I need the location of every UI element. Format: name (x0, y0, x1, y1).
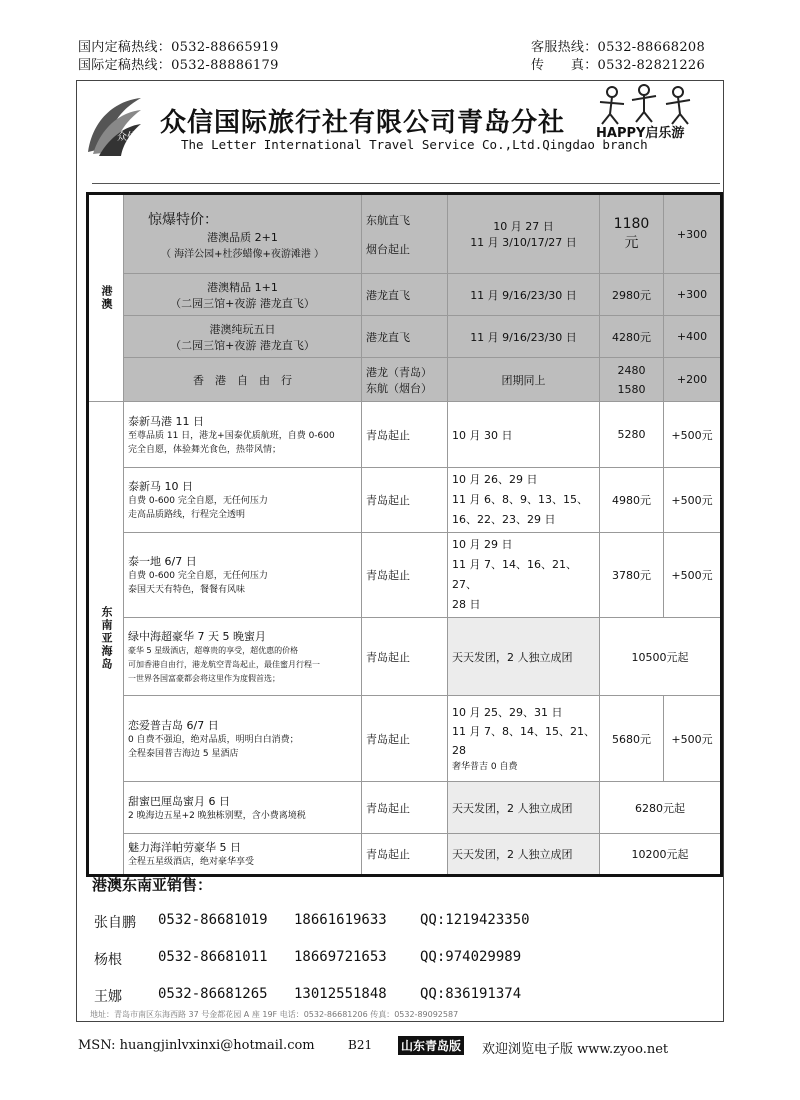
tour-title: 港澳纯玩五日 (209, 322, 276, 336)
price-cell: 4280元 (600, 316, 664, 358)
dates-cell (448, 194, 600, 274)
browse-link[interactable]: 欢迎浏览电子版 www.zyoo.net (482, 1042, 669, 1057)
tour-desc: 可加香港自由行，港龙航空青岛起止，最佳蜜月行程一 (128, 659, 320, 669)
company-logo (83, 92, 143, 164)
tour-info (124, 402, 362, 468)
departure-city: 青岛起止 (362, 402, 448, 468)
departure-city: 青岛起止 (362, 782, 448, 834)
price-cell: 10500元起 (600, 618, 722, 696)
surcharge: +500元 (664, 533, 722, 618)
surcharge: +500元 (664, 402, 722, 468)
airline: 港龙直飞 (362, 316, 448, 358)
surcharge: +400 (664, 316, 722, 358)
price-cell (600, 194, 664, 274)
tour-title: 恋爱普吉岛 6/7 日 (128, 718, 219, 732)
tour-title: 港澳品质 2+1 (207, 230, 278, 244)
departure-city: 青岛起止 (362, 533, 448, 618)
contact-mobile: 18661619633 (294, 912, 387, 928)
table-row (88, 533, 722, 618)
price-cell: 6280元起 (600, 782, 722, 834)
tour-info (124, 533, 362, 618)
tour-desc: （ 海洋公园+杜莎蜡像+夜游滩港 ） (160, 248, 325, 260)
tour-desc: 至尊品质 11 日，港龙+国泰优质航班，自费 0-600 (128, 430, 335, 441)
surcharge: +300 (664, 194, 722, 274)
service-hotline: 客服热线：0532-88668208 (531, 40, 706, 55)
dates-cell: 11 月 9/16/23/30 日 (448, 274, 600, 316)
dates-cell: 10 月 30 日 (448, 402, 600, 468)
dates-cell: 天天发团，2 人独立成团 (448, 618, 600, 696)
contact-qq: QQ:1219423350 (420, 912, 530, 928)
table-row (88, 316, 722, 358)
departure-city: 青岛起止 (362, 696, 448, 782)
date-line: 10 月 27 日 (493, 220, 554, 233)
price-cell: 5680元 (600, 696, 664, 782)
price-table (86, 192, 723, 877)
tour-title: 绿中海超豪华 7 天 5 晚蜜月 (128, 629, 266, 643)
departure-cell (362, 194, 448, 274)
dates-cell: 天天发团，2 人独立成团 (448, 782, 600, 834)
dates-cell: 团期同上 (448, 358, 600, 402)
brand-text: HAPPY启乐游 (596, 126, 685, 140)
price-cell: 4980元 (600, 468, 664, 533)
tour-info (124, 696, 362, 782)
date-line: 10 月 29 日 (452, 538, 513, 551)
price-cell: 5280 (600, 402, 664, 468)
company-name-cn: 众信国际旅行社有限公司青岛分社 (160, 108, 566, 138)
fax-number: 传 真：0532-82821226 (531, 58, 706, 73)
tour-desc: 一世界各国富豪都会将这里作为度假首选； (128, 673, 280, 683)
surcharge: +500元 (664, 468, 722, 533)
tour-desc: 全程泰国普吉海边 5 星酒店 (128, 748, 239, 759)
departure-city: 青岛起止 (362, 468, 448, 533)
date-line: 10 月 25、29、31 日 (452, 706, 563, 719)
airline: 港龙直飞 (362, 274, 448, 316)
surcharge: +500元 (664, 696, 722, 782)
tour-info (124, 274, 362, 316)
header-divider (92, 183, 720, 184)
airline: 东航直飞 (366, 213, 410, 227)
tour-desc: 全程五星级酒店，绝对豪华享受 (128, 857, 255, 867)
tour-desc: 走高品质路线，行程完全透明 (128, 510, 246, 520)
price-amount: 2480 (617, 363, 646, 377)
tour-desc: （二园三馆+夜游 港龙直飞） (170, 338, 315, 352)
table-row (88, 194, 722, 274)
contact-name: 张自鹏 (94, 915, 136, 931)
date-line: 11 月 7、14、16、21、27、 (452, 558, 577, 591)
edition-badge: 山东青岛版 (398, 1036, 464, 1055)
tour-title: 香 港 自 由 行 (124, 358, 362, 402)
tour-desc: （二园三馆+夜游 港龙直飞） (170, 296, 315, 310)
contact-name: 杨根 (94, 952, 122, 968)
table-row (88, 618, 722, 696)
table-row (88, 468, 722, 533)
brand-logo (592, 82, 702, 140)
table-row (88, 274, 722, 316)
price-amount: 1580 (617, 382, 646, 396)
table-row (88, 402, 722, 468)
departure-city: 烟台起止 (366, 242, 410, 256)
region-hk-macau: 港澳 (88, 194, 124, 402)
tour-desc: 自费 0-600 完全自愿，无任何压力 (128, 571, 268, 581)
contact-mobile: 18669721653 (294, 949, 387, 965)
price-amount: 1180 (613, 216, 650, 232)
table-row (88, 834, 722, 876)
dates-cell (448, 696, 600, 782)
page-number: B21 (348, 1038, 373, 1052)
surcharge: +200 (664, 358, 722, 402)
tour-title: 港澳精品 1+1 (207, 280, 278, 294)
departure-city: 青岛起止 (362, 618, 448, 696)
company-name-en: The Letter International Travel Service Co.,Ltd.Qingdao branch (181, 137, 648, 152)
price-cell: 10200元起 (600, 834, 722, 876)
tour-title: 泰一地 6/7 日 (128, 555, 197, 568)
sales-heading: 港澳东南亚销售： (92, 876, 213, 894)
msn-contact: MSN: huangjinlvxinxi@hotmail.com (78, 1038, 315, 1053)
contact-phone: 0532-86681019 (158, 912, 268, 928)
contact-qq: QQ:974029989 (420, 949, 522, 965)
date-line: 16、22、23、29 日 (452, 513, 556, 526)
table-row (88, 358, 722, 402)
surcharge: +300 (664, 274, 722, 316)
table-row (88, 782, 722, 834)
special-offer-label: 惊爆特价： (148, 211, 218, 228)
tour-title: 魅力海洋帕劳豪华 5 日 (128, 841, 241, 854)
tour-info (124, 194, 362, 274)
date-line: 11 月 3/10/17/27 日 (470, 236, 577, 249)
contact-phone: 0532-86681265 (158, 986, 268, 1002)
tour-title: 泰新马港 11 日 (128, 414, 204, 428)
tour-title: 甜蜜巴厘岛蜜月 6 日 (128, 794, 230, 808)
date-line: 11 月 7、8、14、15、21、 (452, 725, 595, 738)
domestic-hotline: 国内定稿热线：0532-88665919 (78, 40, 279, 55)
tour-desc: 0 自费不强迫，绝对品质，明明白白消费； (128, 734, 299, 745)
tour-info (124, 618, 362, 696)
price-unit: 元 (624, 235, 639, 251)
departure-city: 青岛起止 (362, 834, 448, 876)
tour-desc: 2 晚海边五星+2 晚独栋别墅，含小费离境税 (128, 810, 306, 821)
contact-phone: 0532-86681011 (158, 949, 268, 965)
date-line: 28 日 (452, 598, 481, 611)
tour-desc: 完全自愿，体验舞光食色，热带风情； (128, 444, 282, 455)
departure-cell (362, 358, 448, 402)
dates-cell: 11 月 9/16/23/30 日 (448, 316, 600, 358)
date-line: 11 月 6、8、9、13、15、 (452, 493, 588, 506)
region-southeast-asia: 东南亚海岛 (88, 402, 124, 876)
dates-cell (448, 533, 600, 618)
tour-info (124, 834, 362, 876)
tour-title: 泰新马 10 日 (128, 480, 193, 493)
airline: 港龙（青岛） (366, 365, 432, 379)
contact-name: 王娜 (94, 989, 122, 1005)
price-cell: 2980元 (600, 274, 664, 316)
table-row (88, 696, 722, 782)
logo-text: 众信 (117, 132, 137, 143)
tour-info (124, 316, 362, 358)
tour-info (124, 782, 362, 834)
date-line: 10 月 26、29 日 (452, 473, 538, 486)
contact-qq: QQ:836191374 (420, 986, 522, 1002)
tour-desc: 豪华 5 星级酒店，超尊贵的享受，超优惠的价格 (128, 645, 299, 655)
airline: 东航（烟台） (366, 381, 432, 395)
date-line: 28 (452, 744, 466, 757)
date-note: 奢华普吉 0 自费 (452, 762, 518, 772)
address-line: 地址：青岛市南区东海西路 37 号金都花园 A 座 19F 电话：0532-86681206 传真：0532-89092587 (90, 1010, 459, 1019)
tour-desc: 泰国天天有特色，餐餐有风味 (128, 585, 246, 595)
international-hotline: 国际定稿热线：0532-88886179 (78, 58, 279, 73)
price-cell (600, 358, 664, 402)
tour-info (124, 468, 362, 533)
contact-mobile: 13012551848 (294, 986, 387, 1002)
dates-cell (448, 468, 600, 533)
price-cell: 3780元 (600, 533, 664, 618)
dates-cell: 天天发团，2 人独立成团 (448, 834, 600, 876)
tour-desc: 自费 0-600 完全自愿，无任何压力 (128, 496, 268, 506)
